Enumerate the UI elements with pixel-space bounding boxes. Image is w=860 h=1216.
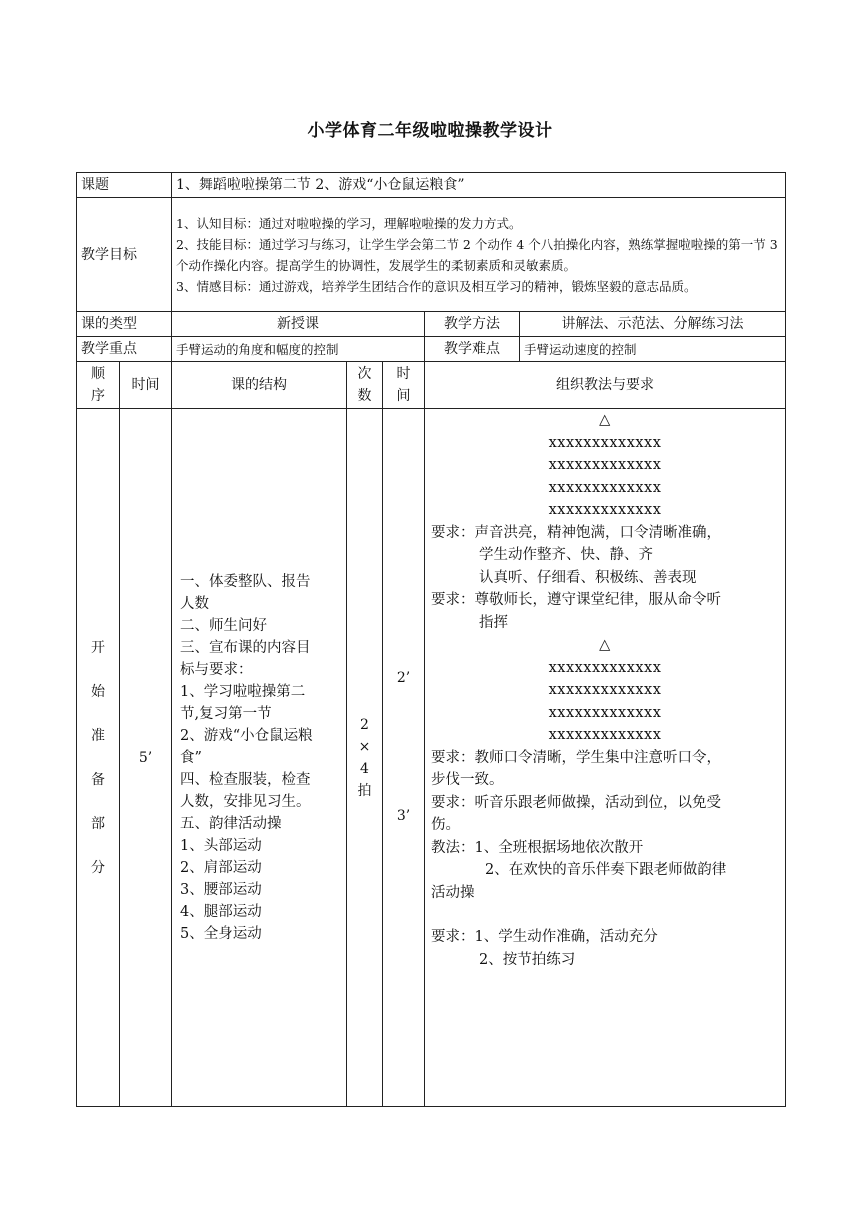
header-order-2: 序 <box>91 388 105 404</box>
header-time: 时间 <box>120 362 172 409</box>
formation-row: xxxxxxxxxxxxx <box>548 434 662 451</box>
requirement-line: 步伐一致。 <box>431 772 504 788</box>
section-label <box>77 409 120 1107</box>
method-line: 活动操 <box>431 884 475 901</box>
lesson-type-value: 新授课 <box>172 312 425 337</box>
method-label: 教学方法 <box>425 312 520 337</box>
section-label-char-6: 分 <box>91 859 105 876</box>
structure-line: 三、宣布课的内容目 <box>180 639 311 656</box>
header-structure: 课的结构 <box>172 362 347 409</box>
key-points-label: 教学重点 <box>77 337 172 362</box>
header-duration-2: 间 <box>396 388 411 404</box>
requirement-line: 要求：声音洪亮，精神饱满，口令清晰准确， <box>431 524 721 541</box>
count-char: 2 <box>360 716 369 733</box>
header-order-1: 顺 <box>91 366 105 382</box>
requirement-line: 要求：尊敬师长，遵守课堂纪律，服从命令听 <box>431 592 721 608</box>
structure-line: 一、体委整队、报告 <box>180 573 311 590</box>
method-line: 2、在欢快的音乐伴奏下跟老师做韵律 <box>485 862 727 878</box>
topic-label: 课题 <box>77 173 172 198</box>
count-char: 4 <box>360 760 369 777</box>
key-points-value: 手臂运动的角度和幅度的控制 <box>172 337 425 362</box>
lesson-type-label: 课的类型 <box>77 312 172 337</box>
structure-line: 2、游戏“小仓鼠运粮 <box>180 727 313 744</box>
teacher-symbol: △ <box>599 412 611 428</box>
objective-1: 1、认知目标：通过对啦啦操的学习，理解啦啦操的发力方式。 <box>176 215 522 231</box>
section-label-char-1: 开 <box>91 639 105 656</box>
section-label-char-2: 始 <box>91 683 105 700</box>
structure-line: 四、检查服装，检查 <box>180 771 311 788</box>
page-title: 小学体育二年级啦啦操教学设计 <box>307 121 553 141</box>
structure-line: 五、韵律活动操 <box>180 815 282 832</box>
requirement-line: 要求：听音乐跟老师做操，活动到位，以免受 <box>431 794 721 811</box>
difficulty-label: 教学难点 <box>425 337 520 362</box>
duration-b: 3’ <box>396 808 411 824</box>
structure-line: 人数，安排见习生。 <box>180 793 311 810</box>
requirement-line: 伤。 <box>431 817 460 833</box>
section-time: 5’ <box>120 409 172 1107</box>
structure-line: 人数 <box>180 595 209 612</box>
count-char: × <box>358 738 371 755</box>
requirement-line: 2、按节拍练习 <box>479 951 576 968</box>
section-label-char-4: 备 <box>91 771 105 788</box>
formation-row: xxxxxxxxxxxxx <box>548 479 662 496</box>
formation-row: xxxxxxxxxxxxx <box>548 502 662 518</box>
count-char: 拍 <box>357 782 372 799</box>
method-value: 讲解法、示范法、分解练习法 <box>520 312 786 337</box>
difficulty-value: 手臂运动速度的控制 <box>520 337 786 362</box>
topic-value: 1、舞蹈啦啦操第二节 2、游戏“小仓鼠运粮食” <box>172 173 786 198</box>
structure-line: 2、肩部运动 <box>180 859 262 876</box>
structure-line: 3、腰部运动 <box>180 881 262 898</box>
teacher-symbol: △ <box>599 637 611 653</box>
header-count-2: 数 <box>357 388 372 404</box>
formation-row: xxxxxxxxxxxxx <box>548 727 662 743</box>
objectives-label: 教学目标 <box>77 198 172 312</box>
header-duration-1: 时 <box>396 366 411 382</box>
method-line: 教法：1、全班根据场地依次散开 <box>431 839 644 856</box>
section-count <box>347 409 383 1107</box>
structure-line: 标与要求： <box>180 661 253 678</box>
section-label-char-3: 准 <box>91 727 105 744</box>
section-structure <box>172 409 347 1107</box>
structure-line: 食” <box>180 749 202 766</box>
formation-row: xxxxxxxxxxxxx <box>548 659 662 676</box>
duration-a: 2’ <box>396 670 411 686</box>
structure-line: 5、全身运动 <box>180 925 262 942</box>
requirement-line: 要求：1、学生动作准确，活动充分 <box>431 929 658 945</box>
structure-line: 二、师生问好 <box>180 617 267 634</box>
objective-2: 2、技能目标：通过学习与练习，让学生学会第二节 2 个动作 4 个八拍操化内容，熟练掌握啦啦操的第一节 3 个动作操化内容。提高学生的协调性，发展学生的柔韧素质和灵敏素质。 <box>176 236 778 273</box>
formation-row: xxxxxxxxxxxxx <box>548 682 662 698</box>
objectives-content <box>172 198 786 312</box>
objective-3: 3、情感目标：通过游戏，培养学生团结合作的意识及相互学习的精神，锻炼坚毅的意志品质。 <box>176 278 697 294</box>
requirement-line: 指挥 <box>479 614 508 631</box>
requirement-line: 要求：教师口令清晰，学生集中注意听口令， <box>431 749 721 766</box>
lesson-plan-table <box>76 172 786 1107</box>
header-count-1: 次 <box>357 366 372 382</box>
formation-row: xxxxxxxxxxxxx <box>548 704 662 721</box>
header-duration <box>383 362 425 409</box>
section-duration <box>383 409 425 1107</box>
section-label-char-5: 部 <box>91 815 105 832</box>
formation-row: xxxxxxxxxxxxx <box>548 457 662 473</box>
structure-line: 节,复习第一节 <box>180 705 272 722</box>
requirement-line: 认真听、仔细看、积极练、善表现 <box>479 569 697 586</box>
header-organization: 组织教法与要求 <box>425 362 786 409</box>
structure-line: 4、腿部运动 <box>180 903 262 920</box>
header-count <box>347 362 383 409</box>
structure-line: 1、学习啦啦操第二 <box>180 683 306 700</box>
structure-line: 1、头部运动 <box>180 837 262 854</box>
header-order <box>77 362 120 409</box>
section-organization <box>425 409 786 1107</box>
requirement-line: 学生动作整齐、快、静、齐 <box>479 547 653 563</box>
